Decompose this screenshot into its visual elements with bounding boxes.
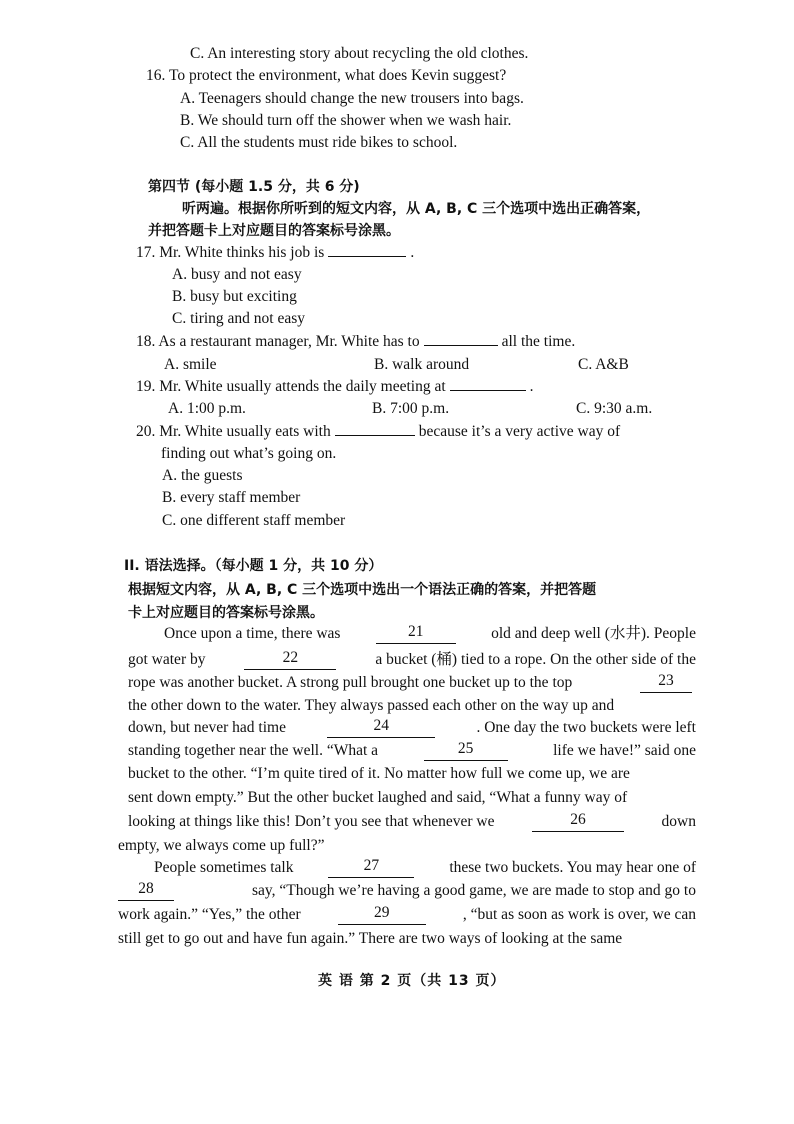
blank-28: 28 [118,881,174,901]
q17-blank [328,256,406,257]
q20-option-c: C. one different staff member [162,512,346,529]
q16-option-b: B. We should turn off the shower when we wash hair. [180,112,512,129]
passage-line-8: sent down empty.” But the other bucket laughed and said, “What a funny way of [128,789,628,806]
q20-stem-line1: 20. Mr. White usually eats with because it’s a very active way of [136,423,621,440]
grammar-instruction-1: 根据短文内容，从 A, B, C 三个选项中选出一个语法正确的答案，并把答题 [128,582,597,598]
q18-stem: 18. As a restaurant manager, Mr. White has to all the time. [136,333,576,350]
section4-instruction-2: 并把答题卡上对应题目的答案标号涂黑。 [148,223,400,239]
section4-title: 第四节 (每小题 1.5 分，共 6 分) [148,179,360,195]
q17-option-a: A. busy and not easy [172,266,302,283]
section4-instruction-1: 听两遍。根据你所听到的短文内容，从 A, B, C 三个选项中选出正确答案， [182,201,651,217]
passage-line-6: standing together near the well. “What a 25 life we have!” said one [128,740,696,759]
q17-option-c: C. tiring and not easy [172,310,306,327]
q20-option-a: A. the guests [162,467,243,484]
grammar-title: II. 语法选择。（每小题 1 分，共 10 分） [124,558,383,574]
q19-option-b: B. 7:00 p.m. [372,400,450,417]
blank-22: 22 [244,650,336,670]
blank-29: 29 [338,905,426,925]
q19-stem: 19. Mr. White usually attends the daily meeting at . [136,378,534,395]
blank-25: 25 [424,741,508,761]
passage-line-2: got water by 22 a bucket (桶) tied to a rope. On the other side of the [128,649,696,668]
passage-line-13: work again.” “Yes,” the other 29 , “but as soon as work is over, we can [118,904,696,923]
passage-line-10: empty, we always come up full?” [118,837,325,854]
q16-option-a: A. Teenagers should change the new trousers into bags. [180,90,524,107]
page-footer: 英 语 第 2 页（共 13 页） [318,973,506,989]
q18-option-b: B. walk around [374,356,470,373]
blank-24: 24 [327,718,435,738]
q19-option-c: C. 9:30 a.m. [576,400,653,417]
passage-line-14: still get to go out and have fun again.” There are two ways of looking at the same [118,930,623,947]
passage-line-1: Once upon a time, there was 21 old and deep well (水井). People [164,623,696,642]
blank-26: 26 [532,812,624,832]
grammar-instruction-2: 卡上对应题目的答案标号涂黑。 [128,605,324,621]
q19-option-a: A. 1:00 p.m. [168,400,246,417]
blank-27: 27 [328,858,414,878]
q18-blank [424,345,498,346]
q20-option-b: B. every staff member [162,489,301,506]
blank-23: 23 [640,673,692,693]
q16-option-c: C. All the students must ride bikes to school. [180,134,458,151]
q16-stem: 16. To protect the environment, what does Kevin suggest? [146,67,507,84]
q18-option-a: A. smile [164,356,217,373]
passage-line-11: People sometimes talk 27 these two buckets. You may hear one of [154,857,696,876]
q15-option-c: C. An interesting story about recycling the old clothes. [190,45,529,62]
passage-line-9: looking at things like this! Don’t you see that whenever we 26 down [128,811,696,830]
q17-stem: 17. Mr. White thinks his job is . [136,244,415,261]
q20-blank [335,435,415,436]
passage-line-4: the other down to the water. They always passed each other on the way up and [128,697,615,714]
blank-21: 21 [376,624,456,644]
q19-blank [450,390,526,391]
q18-option-c: C. A&B [578,356,629,373]
passage-line-7: bucket to the other. “I’m quite tired of it. No matter how full we come up, we are [128,765,630,782]
passage-line-5: down, but never had time 24 . One day the two buckets were left [128,717,696,736]
passage-line-3: rope was another bucket. A strong pull brought one bucket up to the top 23 [128,673,696,693]
q17-option-b: B. busy but exciting [172,288,297,305]
passage-line-12: 28 say, “Though we’re having a good game, we are made to stop and go to [118,881,696,901]
q20-stem-line2: finding out what’s going on. [161,445,337,462]
